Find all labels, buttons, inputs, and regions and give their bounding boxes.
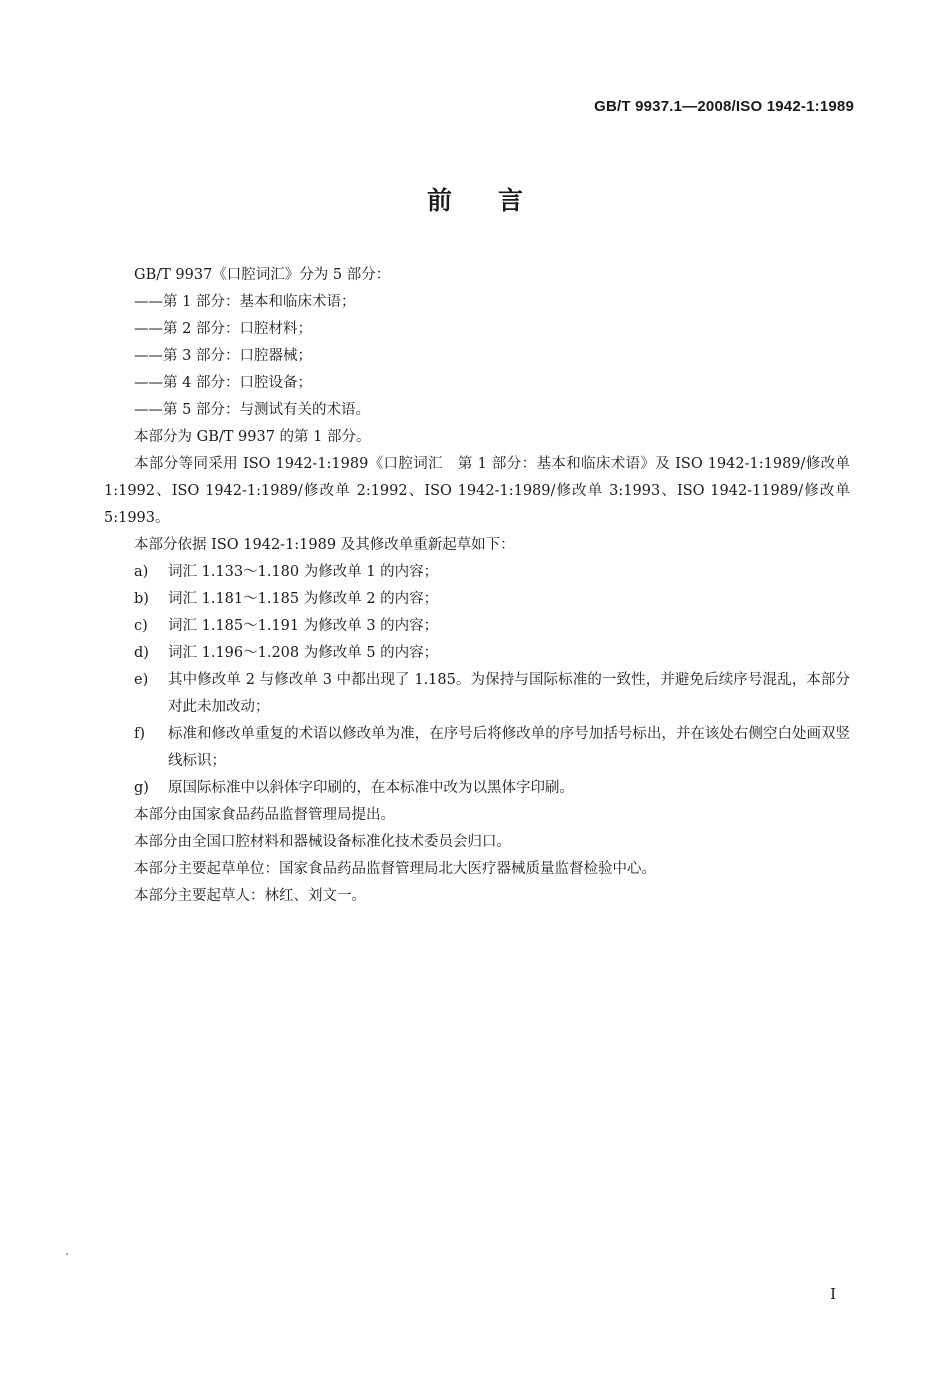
scope-line: 本部分为 GB/T 9937 的第 1 部分。 — [134, 429, 371, 445]
part-item-4: ——第 4 部分：口腔设备； — [134, 375, 312, 391]
list-text: 词汇 1.196～1.208 为修改单 5 的内容； — [168, 645, 439, 661]
foreword-body — [104, 262, 850, 910]
part-item-2: ——第 2 部分：口腔材料； — [134, 321, 312, 337]
change-item-d — [104, 640, 850, 667]
part-item-3: ——第 3 部分：口腔器械； — [134, 348, 312, 364]
change-item-b — [104, 586, 850, 613]
redraft-intro-line: 本部分依据 ISO 1942-1:1989 及其修改单重新起草如下： — [134, 537, 515, 553]
part-item-5: ——第 5 部分：与测试有关的术语。 — [134, 402, 370, 418]
change-item-g — [104, 775, 850, 802]
part-item-1: ——第 1 部分：基本和临床术语； — [134, 294, 356, 310]
scan-speck — [66, 1253, 68, 1255]
list-marker: f) — [134, 726, 146, 742]
list-marker: e) — [134, 672, 149, 688]
drafting-unit-line: 本部分主要起草单位：国家食品药品监督管理局北大医疗器械质量监督检验中心。 — [134, 861, 656, 877]
adoption-paragraph: 本部分等同采用 ISO 1942-1:1989《口腔词汇 第 1 部分：基本和临床术语》及 ISO 1942-1:1989/修改单 1:1992、ISO 1942-1:1989/修改单 2:1992、ISO 1942-1:1989/修改单 3:1993、ISO 1942-11989/修改单 5:1993。 — [104, 456, 850, 526]
standard-code-header: GB/T 9937.1—2008/ISO 1942-1:1989 — [594, 98, 854, 115]
list-marker: d) — [134, 645, 149, 661]
change-item-c — [104, 613, 850, 640]
change-item-f — [104, 721, 850, 775]
list-text: 原国际标准中以斜体字印刷的，在本标准中改为以黑体字印刷。 — [168, 780, 574, 796]
page-number: I — [830, 1285, 836, 1303]
list-marker: g) — [134, 780, 149, 796]
list-marker: b) — [134, 591, 149, 607]
list-text: 词汇 1.181～1.185 为修改单 2 的内容； — [168, 591, 439, 607]
change-item-e — [104, 667, 850, 721]
list-text: 标准和修改单重复的术语以修改单为准，在序号后将修改单的序号加括号标出，并在该处右侧空白处画双竖线标识； — [168, 726, 850, 769]
change-item-a — [104, 559, 850, 586]
list-marker: a) — [134, 564, 149, 580]
proposer-line: 本部分由国家食品药品监督管理局提出。 — [134, 807, 395, 823]
list-text: 词汇 1.185～1.191 为修改单 3 的内容； — [168, 618, 439, 634]
list-text: 词汇 1.133～1.180 为修改单 1 的内容； — [168, 564, 439, 580]
intro-line: GB/T 9937《口腔词汇》分为 5 部分： — [134, 267, 391, 283]
page-title: 前言 — [426, 186, 569, 215]
centralizer-line: 本部分由全国口腔材料和器械设备标准化技术委员会归口。 — [134, 834, 511, 850]
drafters-line: 本部分主要起草人：林红、刘文一。 — [134, 888, 366, 904]
list-text: 其中修改单 2 与修改单 3 中都出现了 1.185。为保持与国际标准的一致性，并避免后续序号混乱，本部分对此未加改动； — [168, 672, 850, 715]
list-marker: c) — [134, 618, 148, 634]
